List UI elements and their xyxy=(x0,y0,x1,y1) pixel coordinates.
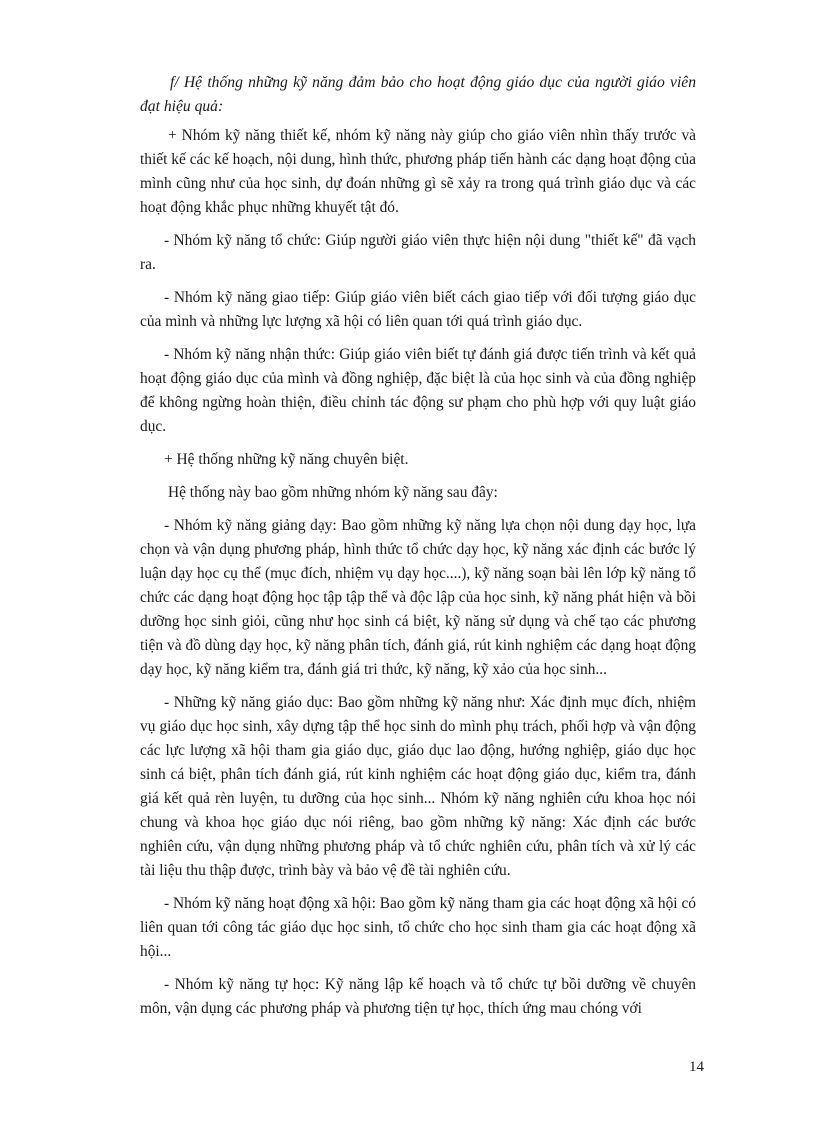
paragraph-design-skills: + Nhóm kỹ năng thiết kế, nhóm kỹ năng này giúp cho giáo viên nhìn thấy trước và thiết kế các kế hoạch, nội dung, hình thức, phương pháp tiến hành các dạng hoạt động của mình cũng như của học sinh, dự đoán những gì sẽ xảy ra trong quá trình giáo dục và các hoạt động khắc phục những khuyết tật đó. xyxy=(140,127,696,216)
paragraph-cognitive-skills: - Nhóm kỹ năng nhận thức: Giúp giáo viên biết tự đánh giá được tiến trình và kết quả hoạt động giáo dục của mình và đồng nghiệp, đặc biệt là của học sinh và của đồng nghiệp để không ngừng hoàn thiện, điều chỉnh tác động sư phạm cho phù hợp với quy luật giáo dục. xyxy=(140,346,696,435)
paragraph-communication-skills: - Nhóm kỹ năng giao tiếp: Giúp giáo viên biết cách giao tiếp với đối tượng giáo dục của mình và những lực lượng xã hội có liên quan tới quá trình giáo dục. xyxy=(140,289,696,330)
paragraph-organization-skills: - Nhóm kỹ năng tổ chức: Giúp người giáo viên thực hiện nội dung "thiết kế" đã vạch ra. xyxy=(140,232,696,273)
page-number: 14 xyxy=(689,1059,704,1075)
paragraph-specialized-skills: + Hệ thống những kỹ năng chuyên biệt. xyxy=(164,451,409,468)
paragraph-self-study-skills: - Nhóm kỹ năng tự học: Kỹ năng lập kế hoạch và tổ chức tự bồi dưỡng về chuyên môn, vận dụng các phương pháp và phương tiện tự học, thích ứng mau chóng với xyxy=(140,976,696,1017)
paragraph-education-skills: - Những kỹ năng giáo dục: Bao gồm những kỹ năng như: Xác định mục đích, nhiệm vụ giáo dục học sinh, xây dựng tập thể học sinh do mình phụ trách, phối hợp và vận động các lực lượng xã hội tham gia giáo dục, giáo dục lao động, hướng nghiệp, giáo dục học sinh cá biệt, phân tích đánh giá, rút kinh nghiệm các hoạt động giáo dục, kiểm tra, đánh giá kết quả rèn luyện, tu dưỡng của học sinh... Nhóm kỹ năng nghiên cứu khoa học nói chung và khoa học giáo dục nói riêng, bao gồm những kỹ năng: Xác định các bước nghiên cứu, vận dụng những phương pháp và tổ chức nghiên cứu, phân tích và xử lý các tài liệu thu thập được, trình bày và bảo vệ đề tài nghiên cứu. xyxy=(140,694,696,879)
document-page xyxy=(140,71,696,1030)
paragraph-system-intro: Hệ thống này bao gồm những nhóm kỹ năng sau đây: xyxy=(168,484,498,501)
section-heading: f/ Hệ thống những kỹ năng đảm bảo cho hoạt động giáo dục của người giáo viên đạt hiệu quả: xyxy=(140,74,696,115)
paragraph-teaching-skills: - Nhóm kỹ năng giảng dạy: Bao gồm những kỹ năng lựa chọn nội dung dạy học, lựa chọn và vận dụng phương pháp, hình thức tổ chức dạy học, kỹ năng xác định các bước lý luận dạy học cụ thể (mục đích, nhiệm vụ dạy học....), kỹ năng soạn bài lên lớp kỹ năng tổ chức các dạng hoạt động học tập tập thể và độc lập của học sinh, kỹ năng phát hiện và bồi dưỡng học sinh giỏi, cũng như học sinh cá biệt, kỹ năng sử dụng và chế tạo các phương tiện và đồ dùng dạy học, kỹ năng phân tích, đánh giá, rút kinh nghiệm các dạng hoạt động dạy học, kỹ năng kiểm tra, đánh giá tri thức, kỹ năng, kỹ xảo của học sinh... xyxy=(140,517,696,678)
paragraph-social-activity-skills: - Nhóm kỹ năng hoạt động xã hội: Bao gồm kỹ năng tham gia các hoạt động xã hội có liên quan tới công tác giáo dục học sinh, tổ chức cho học sinh tham gia các hoạt động xã hội... xyxy=(140,895,696,960)
